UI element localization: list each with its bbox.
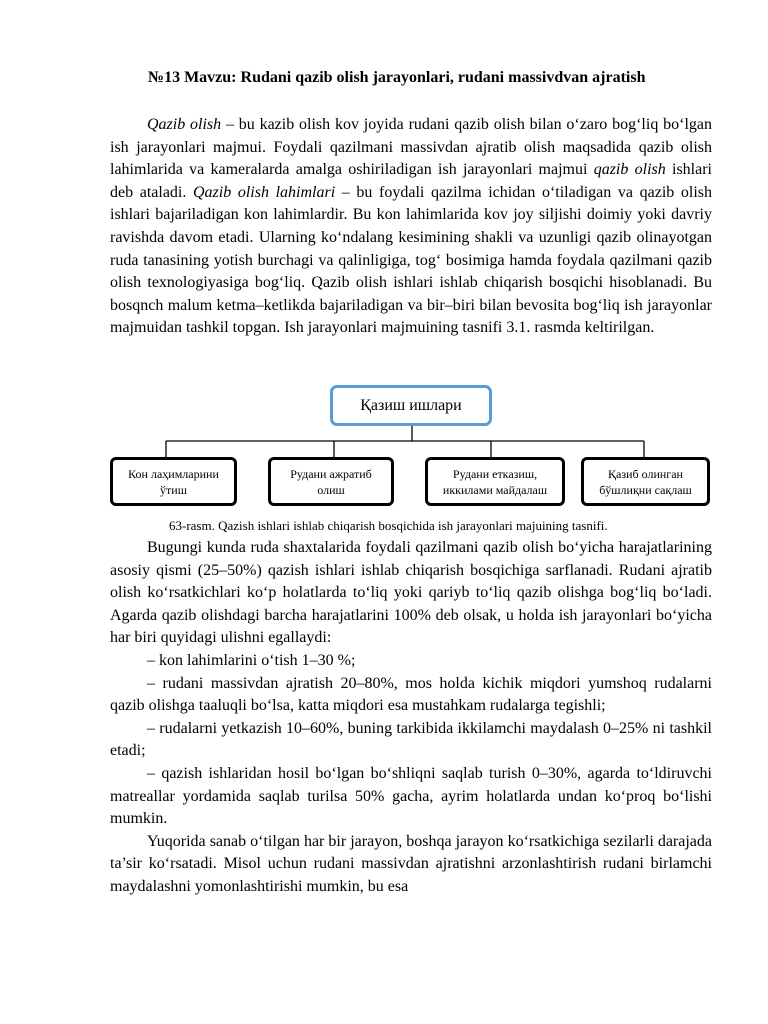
term-qazib-olish-inline: qazib olish (593, 161, 666, 179)
intro-paragraph: Qazib olish – bu kazib olish kov joyida rudani qazib olish bilan o‘zaro bog‘liq bo‘lgan ish jarayonlari majmui. Foydali qazilmani massivdan ajratib olish maqsadida qazib olish lahimlarida va kameralarda amalga oshiriladigan ish jarayonlari majmui qazib olish ishlari deb ataladi. Qazib olish lahimlari – bu foydali qazilma ichidan o‘tiladigan va qazib olish ishlari bajariladigan kon lahimlardir. Bu kon lahimlarida kov joy siljishi doimiy yoki davriy ravishda davom etadi. Ularning ko‘ndalang kesimining shakli va uzunligi qazib olinayotgan ruda tanasining yotish burchagi va qalinligiga, tog‘ bosimiga hamda foydala qazilmani qazib olish texnologiyasiga bog‘liq. Qazib olish ishlari ishlab chiqarish bosqichi hisoblanadi. Bu bosqnch malum ketma–ketlikda bajariladigan va bir–biri bilan bevosita bog‘liq ish jarayonlar majmuidan tashkil topgan. Ish jarayonlari majmuining tasnifi 3.1. rasmda keltirilgan. (110, 116, 713, 337)
term-qazib-olish: Qazib olish (147, 116, 222, 133)
list-item-boshliq-saqlash: – qazish ishlaridan hosil bo‘lgan bo‘shliqni saqlab turish 0–30%, agarda to‘ldiruvchi matreallar yordamida saqlab turilsa 50% gacha, ayrim holatlarda undan ko‘proq bo‘lishi mumkin. (110, 764, 712, 828)
paragraph: Bugungi kunda ruda shaxtalarida foydali qazilmani qazib olish bo‘yicha harajatlarining asosiy qismi (25–50%) qazish ishlari ishlab chiqarish bosqichiga sarflanadi. Rudani ajratib olish ko‘rsatkichlari ko‘p holatlarda to‘liq yoki qariyb to‘liq qazib olishga bog‘liq bo‘ladi. Agarda qazib olishdagi barcha harajatlarini 100% deb olsak, u holda ish jarayonlari bo‘yicha har biri quyidagi ulishni egallaydi: (110, 539, 712, 647)
term-qazib-olish-lahimlari: Qazib olish lahimlari (193, 183, 336, 201)
diagram-box-kon-lahimlari: Кон лаҳимларини ўтиш (110, 457, 237, 506)
list-item-rudani-ajratish: – rudani massivdan ajratish 20–80%, mos holda kichik miqdori yumshoq rudalarni qazib olishga taaluqli bo‘lsa, katta miqdori esa mustahkam rudalarga tegishli; (110, 674, 712, 715)
list-item-rudalarni-yetkazish: – rudalarni yetkazish 10–60%, buning tarkibida ikkilamchi maydalash 0–25% ni tashkil etadi; (110, 719, 712, 760)
intro-section (110, 114, 712, 340)
body-section (110, 537, 712, 899)
figure-caption: 63-rasm. Qazish ishlari ishlab chiqarish bosqichida ish jarayonlari majuining tasnifi. (169, 518, 608, 533)
diagram-box-rudani-yetkazish: Рудани етказиш, иккилами майдалаш (425, 457, 565, 506)
diagram-root-box: Қазиш ишлари (330, 385, 492, 426)
diagram-box-rudani-ajratib: Рудани ажратиб олиш (268, 457, 394, 506)
list-item-kon-lahimlari: – kon lahimlarini o‘tish 1–30 %; (147, 651, 356, 669)
page-title: №13 Mavzu: Rudani qazib olish jarayonlari, rudani massivdvan ajratish (148, 69, 646, 86)
diagram-box-boshliq-saqlash: Қазиб олинган бўшлиқни сақлаш (581, 457, 710, 506)
paragraph: Yuqorida sanab o‘tilgan har bir jarayon, boshqa jarayon ko‘rsatkichiga sezilarli darajada ta’sir ko‘rsatadi. Misol uchun rudani massivdan ajratishni arzonlashtirish rudani birlamchi maydalashni yomonlashtirishi mumkin, bu esa (110, 832, 712, 895)
